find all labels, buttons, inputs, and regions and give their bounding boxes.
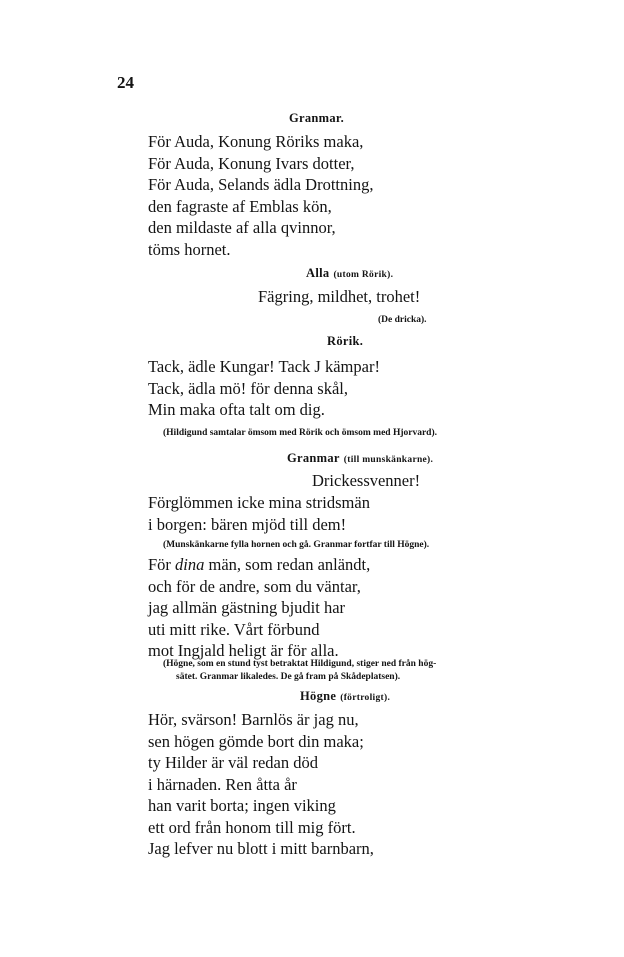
speaker-name: Granmar. xyxy=(289,111,345,125)
page-number: 24 xyxy=(117,73,134,92)
speaker-note: (till munskänkarne). xyxy=(343,455,434,465)
verse-line: Tack, ädle Kungar! Tack J kämpar! xyxy=(148,357,380,376)
verse-line: uti mitt rike. Vårt förbund xyxy=(148,619,320,639)
verse-line: i borgen: bären mjöd till dem! xyxy=(148,514,347,534)
verse-block-rorik xyxy=(148,356,380,421)
verse-line: jag allmän gästning bjudit har xyxy=(148,598,346,617)
speaker-name: Högne xyxy=(300,689,337,703)
speaker-heading-hogne xyxy=(300,689,390,704)
verse-line: han varit borta; ingen viking xyxy=(148,796,336,815)
speaker-heading-granmar xyxy=(287,451,433,466)
stage-direction: (Munskänkarne fylla hornen och gå. Granmar fortfar till Högne). xyxy=(163,540,430,550)
verse-line: Fägring, mildhet, trohet! xyxy=(258,287,421,306)
verse-text: För xyxy=(148,555,176,574)
speaker-name: Alla xyxy=(306,266,330,280)
stage-direction: (Högne, som en stund tyst betraktat Hildigund, stiger ned från hög- xyxy=(163,659,437,669)
stage-direction: (Hildigund samtalar ömsom med Rörik och ömsom med Hjorvard). xyxy=(163,428,437,438)
verse-line: ty Hilder är väl redan död xyxy=(148,753,318,772)
verse-text: män, som redan anländt, xyxy=(204,555,371,574)
verse-line: den fagraste af Emblas kön, xyxy=(148,196,332,216)
verse-block-hogne xyxy=(148,709,374,860)
verse-line: ett ord från honom till mig fört. xyxy=(148,817,356,837)
stage-direction: (De dricka). xyxy=(378,315,427,325)
stage-direction: sätet. Granmar likaledes. De gå fram på Skådeplatsen). xyxy=(176,672,401,682)
verse-line: Tack, ädla mö! för denna skål, xyxy=(148,378,348,398)
verse-block-granmar xyxy=(148,131,373,260)
speaker-name: Rörik. xyxy=(327,334,364,348)
verse-line: den mildaste af alla qvinnor, xyxy=(148,218,336,237)
verse-line: Min maka ofta talt om dig. xyxy=(148,400,325,419)
verse-line: Jag lefver nu blott i mitt barnbarn, xyxy=(148,839,374,858)
speaker-name: Granmar xyxy=(287,451,340,465)
verse-block-granmar xyxy=(148,492,370,535)
verse-line: sen högen gömde bort din maka; xyxy=(148,731,364,751)
verse-line: Drickessvenner! xyxy=(312,471,421,490)
verse-line: För Auda, Selands ädla Drottning, xyxy=(148,175,374,194)
verse-line: Hör, svärson! Barnlös är jag nu, xyxy=(148,710,359,729)
verse-emphasis: dina xyxy=(175,555,205,574)
verse-line: och för de andre, som du väntar, xyxy=(148,576,361,596)
verse-line: För Auda, Konung Ivars dotter, xyxy=(148,153,355,173)
speaker-heading-alla xyxy=(306,266,393,281)
speaker-note: (utom Rörik). xyxy=(333,270,394,280)
speaker-heading-rorik xyxy=(327,334,363,349)
verse-line xyxy=(148,554,370,576)
verse-line: töms hornet. xyxy=(148,239,231,259)
speaker-note: (förtroligt). xyxy=(340,693,391,703)
verse-line: Förglömmen icke mina stridsmän xyxy=(148,493,370,512)
verse-line: För Auda, Konung Röriks maka, xyxy=(148,132,364,151)
speaker-heading-granmar xyxy=(289,111,344,126)
verse-line: mot Ingjald heligt är för alla. xyxy=(148,641,339,660)
verse-line: i härnaden. Ren åtta år xyxy=(148,774,297,794)
verse-block-granmar-cont xyxy=(148,554,370,662)
